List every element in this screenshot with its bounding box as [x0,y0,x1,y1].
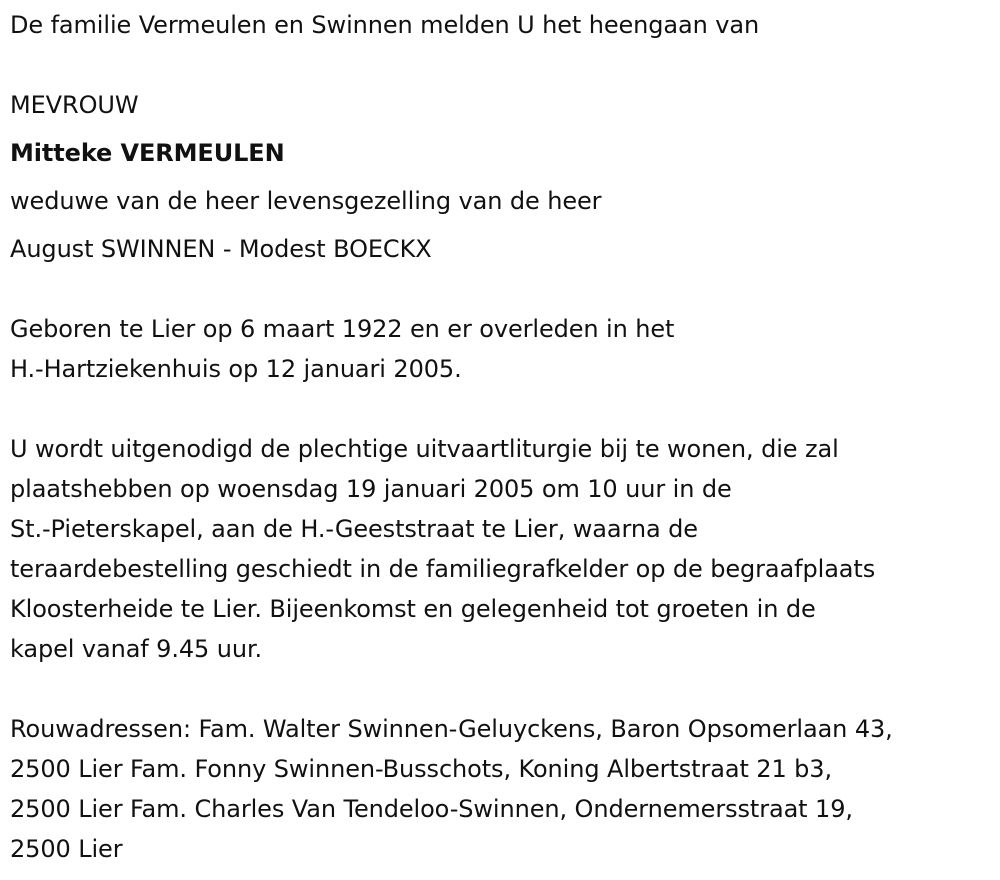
birth-death-line-1: Geboren te Lier op 6 maart 1922 en er overleden in het [10,315,675,343]
salutation: MEVROUW [10,91,139,119]
ceremony-line-4: teraardebestelling geschiedt in de familiegrafkelder op de begraafplaats [10,555,876,583]
relation-line: weduwe van de heer levensgezelling van de heer [10,187,602,215]
ceremony-line-1: U wordt uitgenodigd de plechtige uitvaartliturgie bij te wonen, die zal [10,435,839,463]
ceremony-line-6: kapel vanaf 9.45 uur. [10,635,263,663]
address-line-3: 2500 Lier Fam. Charles Van Tendeloo-Swinnen, Ondernemersstraat 19, [10,795,853,823]
ceremony-line-3: St.-Pieterskapel, aan de H.-Geeststraat te Lier, waarna de [10,515,698,543]
birth-death-line-2: H.-Hartziekenhuis op 12 januari 2005. [10,355,462,383]
intro-text: De familie Vermeulen en Swinnen melden U het heengaan van [10,11,760,39]
address-line-4: 2500 Lier [10,835,123,863]
address-line-1: Rouwadressen: Fam. Walter Swinnen-Geluyckens, Baron Opsomerlaan 43, [10,715,893,743]
address-line-2: 2500 Lier Fam. Fonny Swinnen-Busschots, Koning Albertstraat 21 b3, [10,755,832,783]
ceremony-line-2: plaatshebben op woensdag 19 januari 2005 om 10 uur in de [10,475,732,503]
ceremony-line-5: Kloosterheide te Lier. Bijeenkomst en gelegenheid tot groeten in de [10,595,816,623]
deceased-name: Mitteke VERMEULEN [10,139,285,167]
partners-line: August SWINNEN - Modest BOECKX [10,235,432,263]
